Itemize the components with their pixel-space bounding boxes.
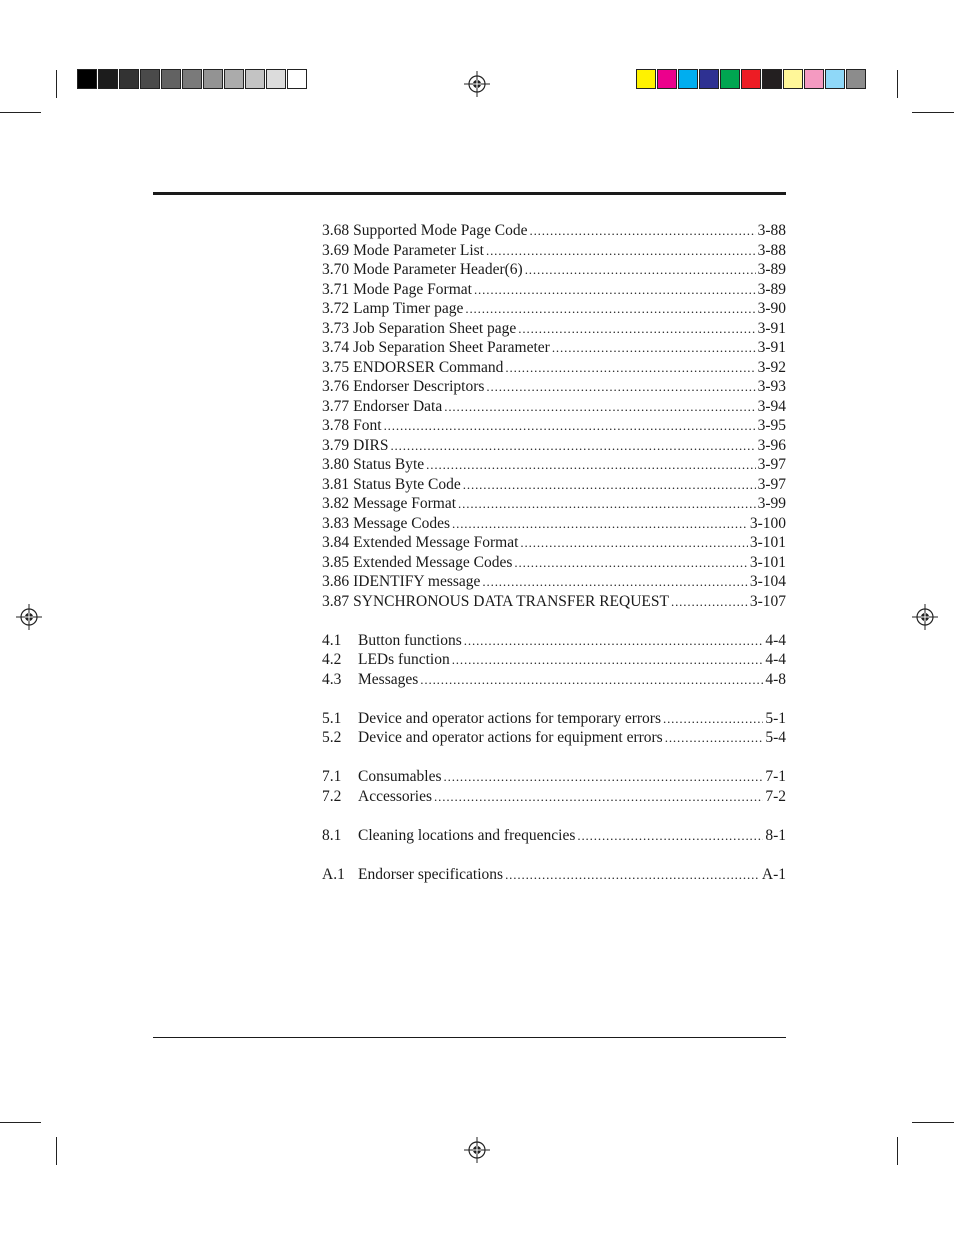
toc-entry-title: Button functions (358, 631, 462, 649)
toc-entry[interactable] (322, 670, 786, 690)
toc-entry[interactable] (322, 416, 786, 436)
toc-entry-title: Job Separation Sheet page (353, 319, 517, 337)
registration-mark-icon (464, 71, 490, 97)
toc-entry-number: 3.85 (322, 553, 350, 571)
toc-entry-number: 4.3 (322, 670, 342, 688)
toc-entry-number: 4.1 (322, 631, 342, 649)
toc-entry-page: 4-8 (765, 670, 786, 688)
toc-entry[interactable] (322, 533, 786, 553)
toc-entry-page: 5-4 (765, 729, 786, 746)
toc-entry[interactable] (322, 787, 786, 807)
dot-leader (486, 377, 755, 397)
toc-entry-page: 3-91 (757, 339, 786, 356)
group-spacer (322, 806, 786, 826)
dot-leader (486, 241, 756, 261)
color-calibration-strip (636, 69, 867, 91)
toc-entry-page: 3-94 (757, 397, 786, 415)
toc-entry[interactable] (322, 455, 786, 475)
dot-leader (452, 514, 748, 534)
toc-entry-page: 3-100 (749, 514, 786, 532)
toc-entry-title: Cleaning locations and frequencies (358, 826, 576, 844)
crop-mark (912, 112, 954, 113)
toc-entry-number: 3.73 (322, 319, 350, 337)
toc-entry-number: 7.1 (322, 768, 342, 785)
toc-entry[interactable] (322, 319, 786, 339)
toc-entry-page: 3-91 (757, 319, 786, 337)
toc-entry-number: 3.77 (322, 397, 350, 415)
toc-entry[interactable] (322, 358, 786, 378)
toc-entry-number: 4.2 (322, 651, 342, 668)
color-swatch (161, 69, 181, 89)
toc-entry-number: 7.2 (322, 787, 342, 805)
toc-entry-number: 3.79 (322, 436, 350, 454)
dot-leader (529, 221, 755, 241)
dot-leader (665, 728, 764, 748)
toc-entry[interactable] (322, 494, 786, 514)
registration-mark-icon (464, 1137, 490, 1163)
crop-mark (0, 112, 41, 113)
color-swatch (741, 69, 761, 89)
toc-entry-title: LEDs function (358, 651, 450, 668)
color-swatch (699, 69, 719, 89)
dot-leader (452, 650, 764, 670)
toc-entry[interactable] (322, 436, 786, 456)
gray-calibration-strip (77, 69, 308, 91)
color-swatch (636, 69, 656, 89)
dot-leader (525, 260, 756, 280)
toc-entry-title: Endorser specifications (358, 865, 504, 883)
color-swatch (804, 69, 824, 89)
color-swatch (720, 69, 740, 89)
toc-entry-title: Status Byte (353, 456, 425, 473)
toc-entry-page: 8-1 (765, 826, 786, 844)
crop-mark (56, 1137, 57, 1165)
toc-entry-page: 3-97 (757, 456, 786, 473)
toc-entry-title: Mode Page Format (353, 280, 472, 298)
dot-leader (426, 455, 755, 475)
group-spacer (322, 845, 786, 865)
dot-leader (390, 436, 755, 456)
toc-entry-title: Message Codes (353, 514, 450, 532)
toc-entry-page: 7-2 (765, 787, 786, 805)
toc-entry-page: 3-101 (749, 553, 786, 571)
color-swatch (245, 69, 265, 89)
toc-entry-page: 3-89 (757, 280, 786, 298)
toc-entry[interactable] (322, 826, 786, 846)
toc-entry-page: 4-4 (765, 651, 786, 668)
dot-leader (482, 572, 747, 592)
toc-entry-page: A-1 (761, 865, 786, 883)
toc-entry-title: Status Byte Code (353, 475, 461, 493)
toc-entry-number: 3.69 (322, 241, 350, 259)
toc-entry-number: 3.75 (322, 358, 350, 376)
toc-entry-title: Supported Mode Page Code (353, 222, 528, 239)
toc-entry-page: 3-90 (757, 300, 786, 317)
toc-entry-number: 8.1 (322, 826, 342, 844)
registration-mark-icon (912, 604, 938, 630)
dot-leader (458, 494, 756, 514)
dot-leader (463, 475, 756, 495)
toc-entry-title: Font (353, 417, 382, 434)
toc-entry-title: Extended Message Codes (353, 553, 513, 571)
toc-entry[interactable] (322, 553, 786, 573)
toc-entry-page: 3-88 (757, 241, 786, 259)
color-swatch (657, 69, 677, 89)
dot-leader (420, 670, 763, 690)
color-swatch (825, 69, 845, 89)
dot-leader (518, 319, 755, 339)
table-of-contents (322, 221, 786, 884)
toc-entry[interactable] (322, 865, 786, 885)
toc-entry-title: Consumables (358, 768, 442, 785)
color-swatch (182, 69, 202, 89)
toc-entry[interactable] (322, 709, 786, 729)
toc-entry-page: 3-93 (757, 378, 786, 395)
toc-entry-title: Endorser Data (353, 397, 443, 415)
toc-entry-title: Endorser Descriptors (353, 378, 485, 395)
dot-leader (444, 767, 764, 787)
toc-entry-title: Mode Parameter Header(6) (353, 261, 523, 278)
dot-leader (505, 358, 755, 378)
toc-entry-number: 3.80 (322, 456, 350, 473)
toc-entry[interactable] (322, 514, 786, 534)
group-spacer (322, 611, 786, 631)
toc-entry-page: 3-104 (749, 573, 786, 590)
toc-entry-number: A.1 (322, 865, 345, 883)
color-swatch (266, 69, 286, 89)
toc-entry-number: 3.74 (322, 339, 350, 356)
crop-mark (897, 70, 898, 98)
toc-entry-number: 3.71 (322, 280, 350, 298)
toc-entry-number: 3.82 (322, 495, 350, 512)
toc-entry-title: Device and operator actions for equipment errors (358, 729, 663, 746)
toc-entry-number: 3.84 (322, 534, 350, 551)
toc-entry-title: Message Format (353, 495, 457, 512)
toc-entry-page: 3-92 (757, 358, 786, 376)
toc-entry[interactable] (322, 241, 786, 261)
footer-rule (153, 1037, 786, 1038)
group-spacer (322, 689, 786, 709)
dot-leader (663, 709, 763, 729)
toc-entry[interactable] (322, 592, 786, 612)
color-swatch (203, 69, 223, 89)
color-swatch (762, 69, 782, 89)
toc-entry-title: Mode Parameter List (353, 241, 484, 259)
toc-entry-page: 3-89 (757, 261, 786, 278)
toc-entry-page: 3-95 (757, 417, 786, 434)
toc-entry-title: Messages (358, 670, 419, 688)
registration-mark-icon (16, 604, 42, 630)
crop-mark (56, 70, 57, 98)
crop-mark (0, 1122, 41, 1123)
toc-entry[interactable] (322, 299, 786, 319)
crop-mark (897, 1137, 898, 1165)
toc-entry-title: Job Separation Sheet Parameter (353, 339, 550, 356)
crop-mark (912, 1122, 954, 1123)
toc-entry-title: SYNCHRONOUS DATA TRANSFER REQUEST (353, 592, 669, 610)
toc-entry-title: Lamp Timer page (353, 300, 464, 317)
dot-leader (465, 299, 755, 319)
dot-leader (474, 280, 756, 300)
color-swatch (119, 69, 139, 89)
toc-entry-number: 3.81 (322, 475, 350, 493)
color-swatch (140, 69, 160, 89)
dot-leader (434, 787, 763, 807)
color-swatch (98, 69, 118, 89)
toc-entry[interactable] (322, 221, 786, 241)
toc-entry-page: 3-96 (757, 436, 786, 454)
toc-entry-page: 5-1 (765, 709, 786, 727)
toc-entry-number: 3.86 (322, 573, 350, 590)
toc-entry[interactable] (322, 728, 786, 748)
toc-entry[interactable] (322, 475, 786, 495)
toc-entry-title: Device and operator actions for temporary errors (358, 709, 661, 727)
toc-entry[interactable] (322, 397, 786, 417)
color-swatch (77, 69, 97, 89)
dot-leader (552, 338, 756, 358)
toc-entry-number: 3.72 (322, 300, 350, 317)
toc-entry-number: 3.87 (322, 592, 350, 610)
toc-entry-page: 3-107 (749, 592, 786, 610)
toc-entry[interactable] (322, 631, 786, 651)
toc-entry[interactable] (322, 650, 786, 670)
toc-entry-page: 3-97 (757, 475, 786, 493)
color-swatch (678, 69, 698, 89)
toc-entry-page: 3-88 (757, 222, 786, 239)
dot-leader (514, 553, 747, 573)
toc-entry[interactable] (322, 767, 786, 787)
dot-leader (505, 865, 760, 885)
toc-entry-number: 3.78 (322, 417, 350, 434)
group-spacer (322, 748, 786, 768)
toc-entry[interactable] (322, 377, 786, 397)
toc-entry-number: 5.1 (322, 709, 342, 727)
color-swatch (287, 69, 307, 89)
header-rule (153, 192, 786, 195)
toc-entry-title: Extended Message Format (353, 534, 519, 551)
dot-leader (520, 533, 747, 553)
toc-entry[interactable] (322, 572, 786, 592)
toc-entry-page: 3-101 (749, 534, 786, 551)
color-swatch (224, 69, 244, 89)
dot-leader (384, 416, 756, 436)
toc-entry-number: 3.83 (322, 514, 350, 532)
dot-leader (671, 592, 748, 612)
color-swatch (783, 69, 803, 89)
dot-leader (577, 826, 763, 846)
toc-entry-number: 3.76 (322, 378, 350, 395)
toc-entry-number: 3.70 (322, 261, 350, 278)
toc-entry-title: Accessories (358, 787, 433, 805)
toc-entry-page: 3-99 (757, 495, 786, 512)
toc-entry-title: ENDORSER Command (353, 358, 504, 376)
toc-entry-number: 5.2 (322, 729, 342, 746)
toc-entry-page: 7-1 (765, 768, 786, 785)
toc-entry[interactable] (322, 280, 786, 300)
toc-entry[interactable] (322, 260, 786, 280)
toc-entry-page: 4-4 (765, 631, 786, 649)
dot-leader (444, 397, 755, 417)
toc-entry-number: 3.68 (322, 222, 350, 239)
toc-entry[interactable] (322, 338, 786, 358)
dot-leader (464, 631, 764, 651)
toc-entry-title: IDENTIFY message (353, 573, 481, 590)
color-swatch (846, 69, 866, 89)
toc-entry-title: DIRS (353, 436, 389, 454)
